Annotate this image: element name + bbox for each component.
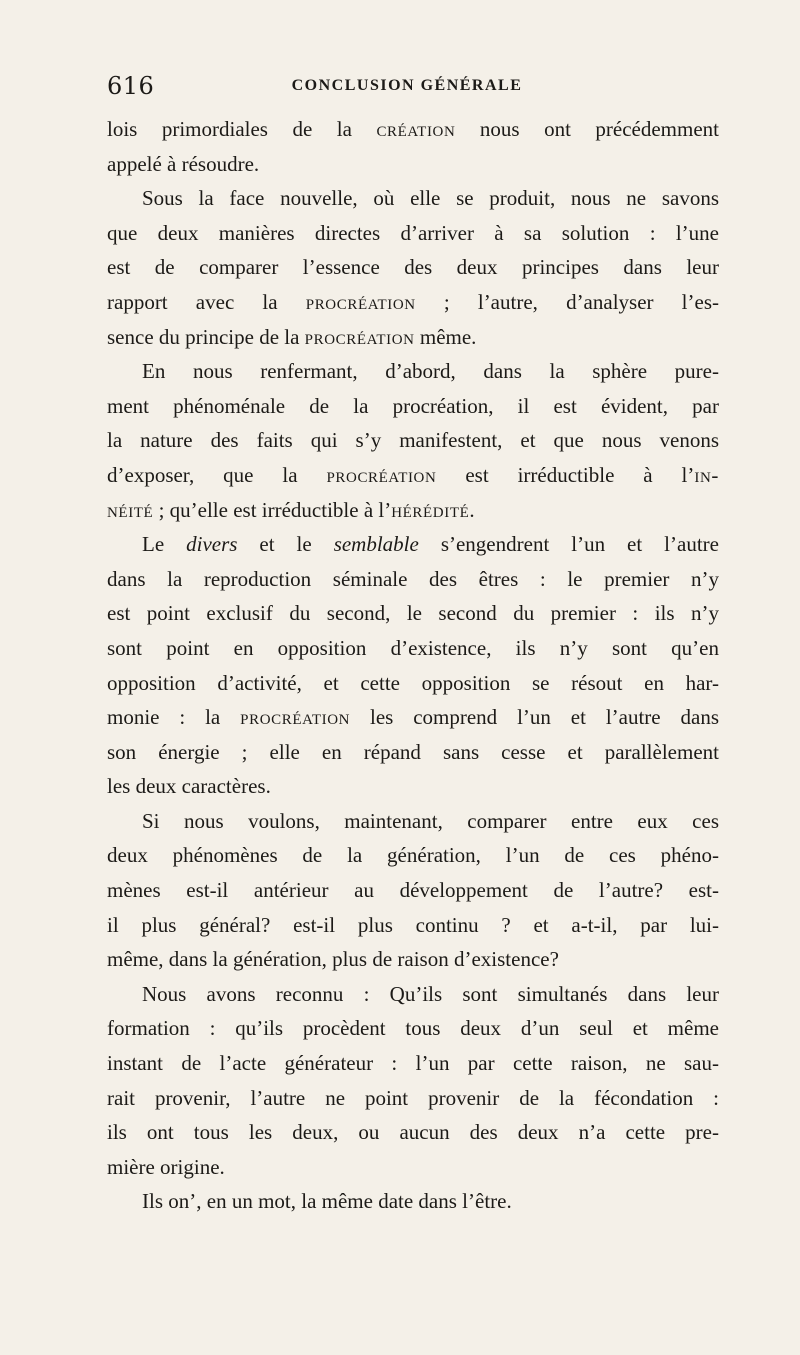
text-span: appelé à résoudre. [107, 151, 260, 176]
text-span: mènes est-il antérieur au développement de l’autre? est- [107, 878, 719, 903]
text-span: s’engendrent l’un et l’autre [418, 532, 719, 557]
page-number: 616 [107, 72, 155, 100]
text-span: lois primordiales de la [107, 117, 377, 141]
page-header [107, 72, 707, 106]
text-line [107, 873, 719, 908]
text-span: monie : la [107, 705, 241, 730]
text-span: ; l’autre, d’analyser l’es- [415, 289, 719, 314]
small-caps-term: in- [694, 462, 720, 487]
body-text [107, 112, 719, 1219]
text-line [107, 458, 719, 493]
text-span: formation : qu’ils procèdent tous deux d’un seul et même [107, 1016, 719, 1041]
text-span: ; qu’elle est irréductible à l’ [153, 497, 392, 522]
text-span: ment phénoménale de la procréation, il est évident, par [107, 393, 719, 418]
text-span: et le [237, 532, 334, 557]
text-line [107, 1046, 719, 1081]
text-span: . [469, 497, 475, 522]
text-line [107, 1081, 719, 1116]
text-line [107, 908, 719, 943]
small-caps-term: procréation [304, 324, 415, 349]
text-line [107, 769, 719, 804]
text-line [107, 977, 719, 1012]
text-line [107, 216, 719, 251]
text-span: d’exposer, que la [107, 462, 327, 487]
text-span: mière origine. [107, 1154, 225, 1179]
text-line [107, 562, 719, 597]
text-span: que deux manières directes d’arriver à sa solution : l’une [107, 220, 719, 245]
text-span: ils ont tous les deux, ou aucun des deux n’a cette pre- [107, 1120, 719, 1145]
text-span: rapport avec la [107, 289, 306, 314]
text-span: même. [414, 324, 477, 349]
text-span: même, dans la génération, plus de raison d’existence? [107, 947, 559, 972]
small-caps-term: procréation [326, 462, 437, 487]
small-caps-term: procréation [305, 289, 416, 314]
italic-term: divers [186, 532, 238, 557]
text-span: Ils on’, en un mot, la même date dans l’être. [142, 1189, 512, 1214]
text-line [107, 1150, 719, 1185]
text-line [107, 666, 719, 701]
text-line [107, 838, 719, 873]
text-line [107, 700, 719, 735]
text-line [107, 493, 719, 528]
text-span: rait provenir, l’autre ne point provenir de la fécondation : [107, 1085, 719, 1110]
running-head: CONCLUSION GÉNÉRALE [291, 77, 523, 94]
text-span: son énergie ; elle en répand sans cesse et parallèlement [107, 739, 719, 764]
small-caps-term: création [376, 117, 456, 141]
text-line [107, 527, 719, 562]
text-span: instant de l’acte générateur : l’un par cette raison, ne sau- [107, 1051, 719, 1076]
text-line [107, 596, 719, 631]
text-line [107, 942, 719, 977]
text-line [107, 389, 719, 424]
text-line [107, 285, 719, 320]
text-span: deux phénomènes de la génération, l’un de ces phéno- [107, 843, 719, 868]
text-span: En nous renfermant, d’abord, dans la sphère pure- [142, 359, 719, 384]
text-line [107, 250, 719, 285]
text-line [107, 804, 719, 839]
text-line [107, 1115, 719, 1150]
text-span: sont point en opposition d’existence, ils n’y sont qu’en [107, 635, 719, 660]
text-line [107, 147, 719, 182]
text-span: opposition d’activité, et cette opposition se résout en har- [107, 670, 719, 695]
text-span: Le [142, 532, 187, 557]
small-caps-term: hérédité [391, 497, 470, 522]
text-span: sence du principe de la [107, 324, 305, 349]
text-span: est irréductible à l’ [436, 462, 695, 487]
text-line [107, 631, 719, 666]
text-span: Nous avons reconnu : Qu’ils sont simultanés dans leur [142, 981, 719, 1006]
text-line [107, 320, 719, 355]
text-line [107, 1184, 719, 1219]
text-line [107, 354, 719, 389]
text-span: est point exclusif du second, le second du premier : ils n’y [107, 601, 719, 626]
text-span: la nature des faits qui s’y manifestent, et que nous venons [107, 428, 719, 453]
text-span: est de comparer l’essence des deux principes dans leur [107, 255, 719, 280]
text-line [107, 423, 719, 458]
text-span: les deux caractères. [107, 774, 271, 799]
text-span: dans la reproduction séminale des êtres : le premier n’y [107, 566, 719, 591]
text-span: Si nous voulons, maintenant, comparer entre eux ces [142, 808, 719, 833]
text-span: les comprend l’un et l’autre dans [350, 705, 720, 730]
text-line [107, 735, 719, 770]
italic-term: semblable [333, 532, 419, 557]
text-line [107, 181, 719, 216]
small-caps-term: procréation [240, 705, 351, 730]
text-span: Sous la face nouvelle, où elle se produit, nous ne savons [142, 186, 719, 211]
text-span: il plus général? est-il plus continu ? et a-t-il, par lui- [107, 912, 719, 937]
text-span: nous ont précédemment [455, 117, 719, 141]
text-line [107, 112, 719, 147]
small-caps-term: néité [107, 497, 154, 522]
text-line [107, 1011, 719, 1046]
